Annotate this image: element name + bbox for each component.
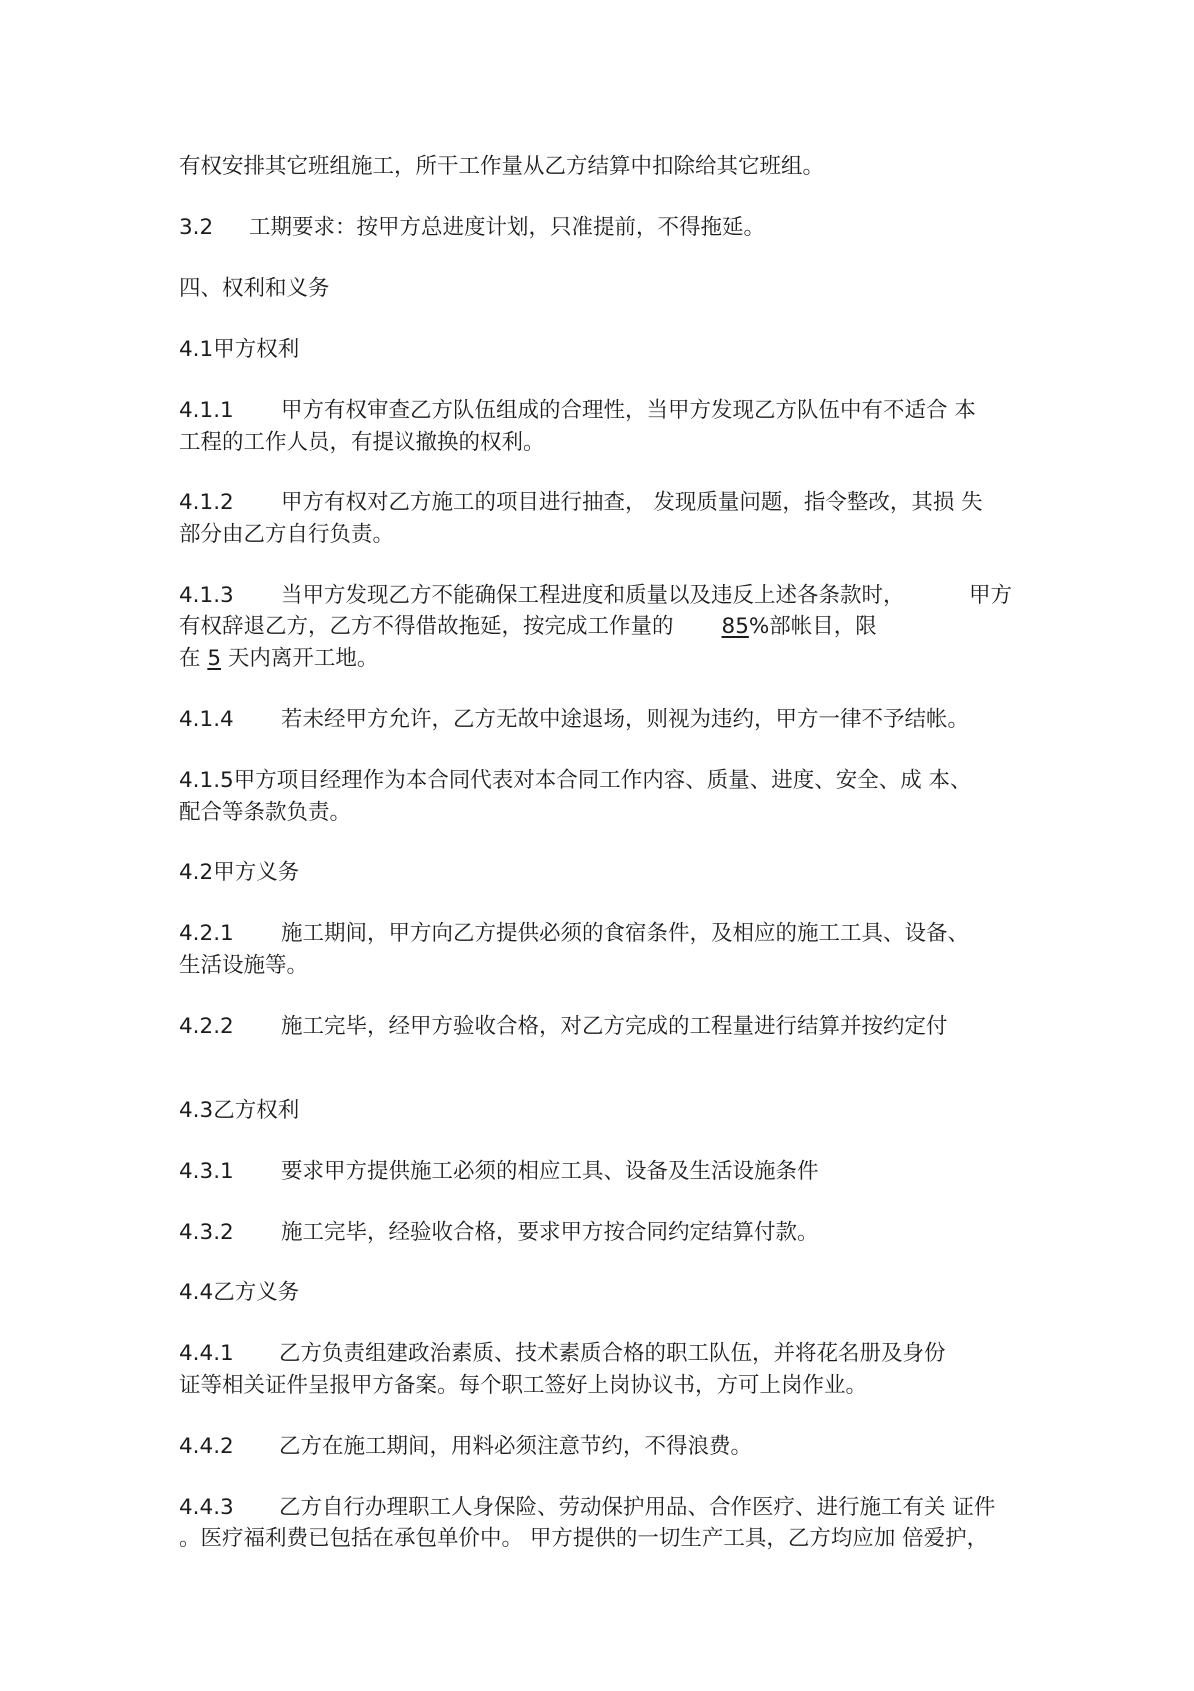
clause-number: 4.1.2 bbox=[179, 490, 234, 515]
clause-text: %部帐目，限 bbox=[748, 614, 877, 639]
clause-number: 3.2 bbox=[179, 215, 214, 240]
clause-text: 要求甲方提供施工必须的相应工具、设备及生活设施条件 bbox=[281, 1159, 819, 1184]
clause-text: 天内离开工地。 bbox=[227, 646, 379, 671]
clause-number: 4.1.4 bbox=[179, 707, 234, 732]
subsection-heading-4-3: 4.3乙方权利 bbox=[179, 1098, 300, 1123]
clause-text: 甲方有权对乙方施工的项目进行抽查， 发现质量问题，指令整改，其损 失 bbox=[281, 490, 983, 515]
clause-4-4-1 bbox=[179, 1343, 946, 1365]
clause-text: 有权辞退乙方，乙方不得借故拖延，按完成工作量的 bbox=[179, 614, 674, 639]
clause-4-1-5-continuation: 配合等条款负责。 bbox=[179, 800, 352, 825]
clause-4-4-2 bbox=[179, 1436, 752, 1458]
clause-number: 4.3.2 bbox=[179, 1220, 234, 1245]
clause-4-2-2 bbox=[179, 1016, 948, 1038]
clause-number: 4.3.1 bbox=[179, 1159, 234, 1184]
section-heading-4: 四、权利和义务 bbox=[179, 276, 330, 301]
clause-number: 4.2.1 bbox=[179, 921, 234, 946]
paragraph-continuation: 有权安排其它班组施工，所干工作量从乙方结算中扣除给其它班组。 bbox=[179, 154, 825, 179]
clause-text: 在 bbox=[179, 646, 201, 671]
clause-4-1-3 bbox=[179, 585, 905, 607]
clause-4-2-1 bbox=[179, 923, 969, 945]
clause-4-1-5: 4.1.5甲方项目经理作为本合同代表对本合同工作内容、质量、进度、安全、成 本、 bbox=[179, 768, 972, 793]
clause-4-1-2 bbox=[179, 492, 983, 514]
clause-number: 4.1.3 bbox=[179, 583, 234, 608]
clause-text: 乙方自行办理职工人身保险、劳动保护用品、合作医疗、进行施工有关 证件 bbox=[279, 1495, 996, 1520]
clause-number: 4.4.3 bbox=[179, 1495, 234, 1520]
subsection-heading-4-2: 4.2甲方义务 bbox=[179, 860, 300, 885]
percentage-value: 85 bbox=[721, 614, 749, 639]
clause-4-1-1-continuation: 工程的工作人员，有提议撤换的权利。 bbox=[179, 430, 545, 455]
clause-text: 乙方负责组建政治素质、技术素质合格的职工队伍，并将花名册及身份 bbox=[279, 1341, 946, 1366]
clause-text: 施工期间，甲方向乙方提供必须的食宿条件，及相应的施工工具、设备、 bbox=[281, 921, 970, 946]
clause-number: 4.1.1 bbox=[179, 398, 234, 423]
clause-4-1-1 bbox=[179, 400, 976, 422]
clause-number: 4.2.2 bbox=[179, 1014, 234, 1039]
clause-4-4-1-continuation: 证等相关证件呈报甲方备案。每个职工签好上岗协议书，方可上岗作业。 bbox=[179, 1373, 868, 1398]
days-value: 5 bbox=[207, 646, 222, 671]
clause-4-3-2 bbox=[179, 1222, 819, 1244]
clause-4-4-3-continuation: 。医疗福利费已包括在承包单价中。 甲方提供的一切生产工具，乙方均应加 倍爱护， bbox=[179, 1526, 989, 1551]
clause-text: 施工完毕，经甲方验收合格，对乙方完成的工程量进行结算并按约定付 bbox=[281, 1014, 948, 1039]
clause-3-2 bbox=[179, 217, 765, 239]
clause-4-1-2-continuation: 部分由乙方自行负责。 bbox=[179, 522, 395, 547]
clause-4-4-3 bbox=[179, 1497, 995, 1519]
subsection-heading-4-4: 4.4乙方义务 bbox=[179, 1280, 300, 1305]
clause-number: 4.4.2 bbox=[179, 1434, 234, 1459]
clause-text: 甲方有权审查乙方队伍组成的合理性，当甲方发现乙方队伍中有不适合 本 bbox=[281, 398, 976, 423]
clause-4-1-3-line-3 bbox=[179, 648, 378, 670]
clause-4-1-3-text-end: 甲方 bbox=[969, 583, 1013, 608]
clause-4-1-4 bbox=[179, 709, 969, 731]
subsection-heading-4-1: 4.1甲方权利 bbox=[179, 337, 300, 362]
clause-4-1-3-line-2 bbox=[179, 616, 877, 638]
clause-4-3-1 bbox=[179, 1161, 819, 1183]
clause-text: 当甲方发现乙方不能确保工程进度和质量以及违反上述各条款时， bbox=[281, 583, 905, 608]
clause-text: 工期要求：按甲方总进度计划，只准提前，不得拖延。 bbox=[249, 215, 766, 240]
clause-text: 施工完毕，经验收合格，要求甲方按合同约定结算付款。 bbox=[281, 1220, 819, 1245]
clause-text: 乙方在施工期间，用料必须注意节约，不得浪费。 bbox=[279, 1434, 753, 1459]
clause-4-2-1-continuation: 生活设施等。 bbox=[179, 953, 309, 978]
clause-text: 若未经甲方允许，乙方无故中途退场，则视为违约，甲方一律不予结帐。 bbox=[281, 707, 970, 732]
clause-number: 4.4.1 bbox=[179, 1341, 234, 1366]
